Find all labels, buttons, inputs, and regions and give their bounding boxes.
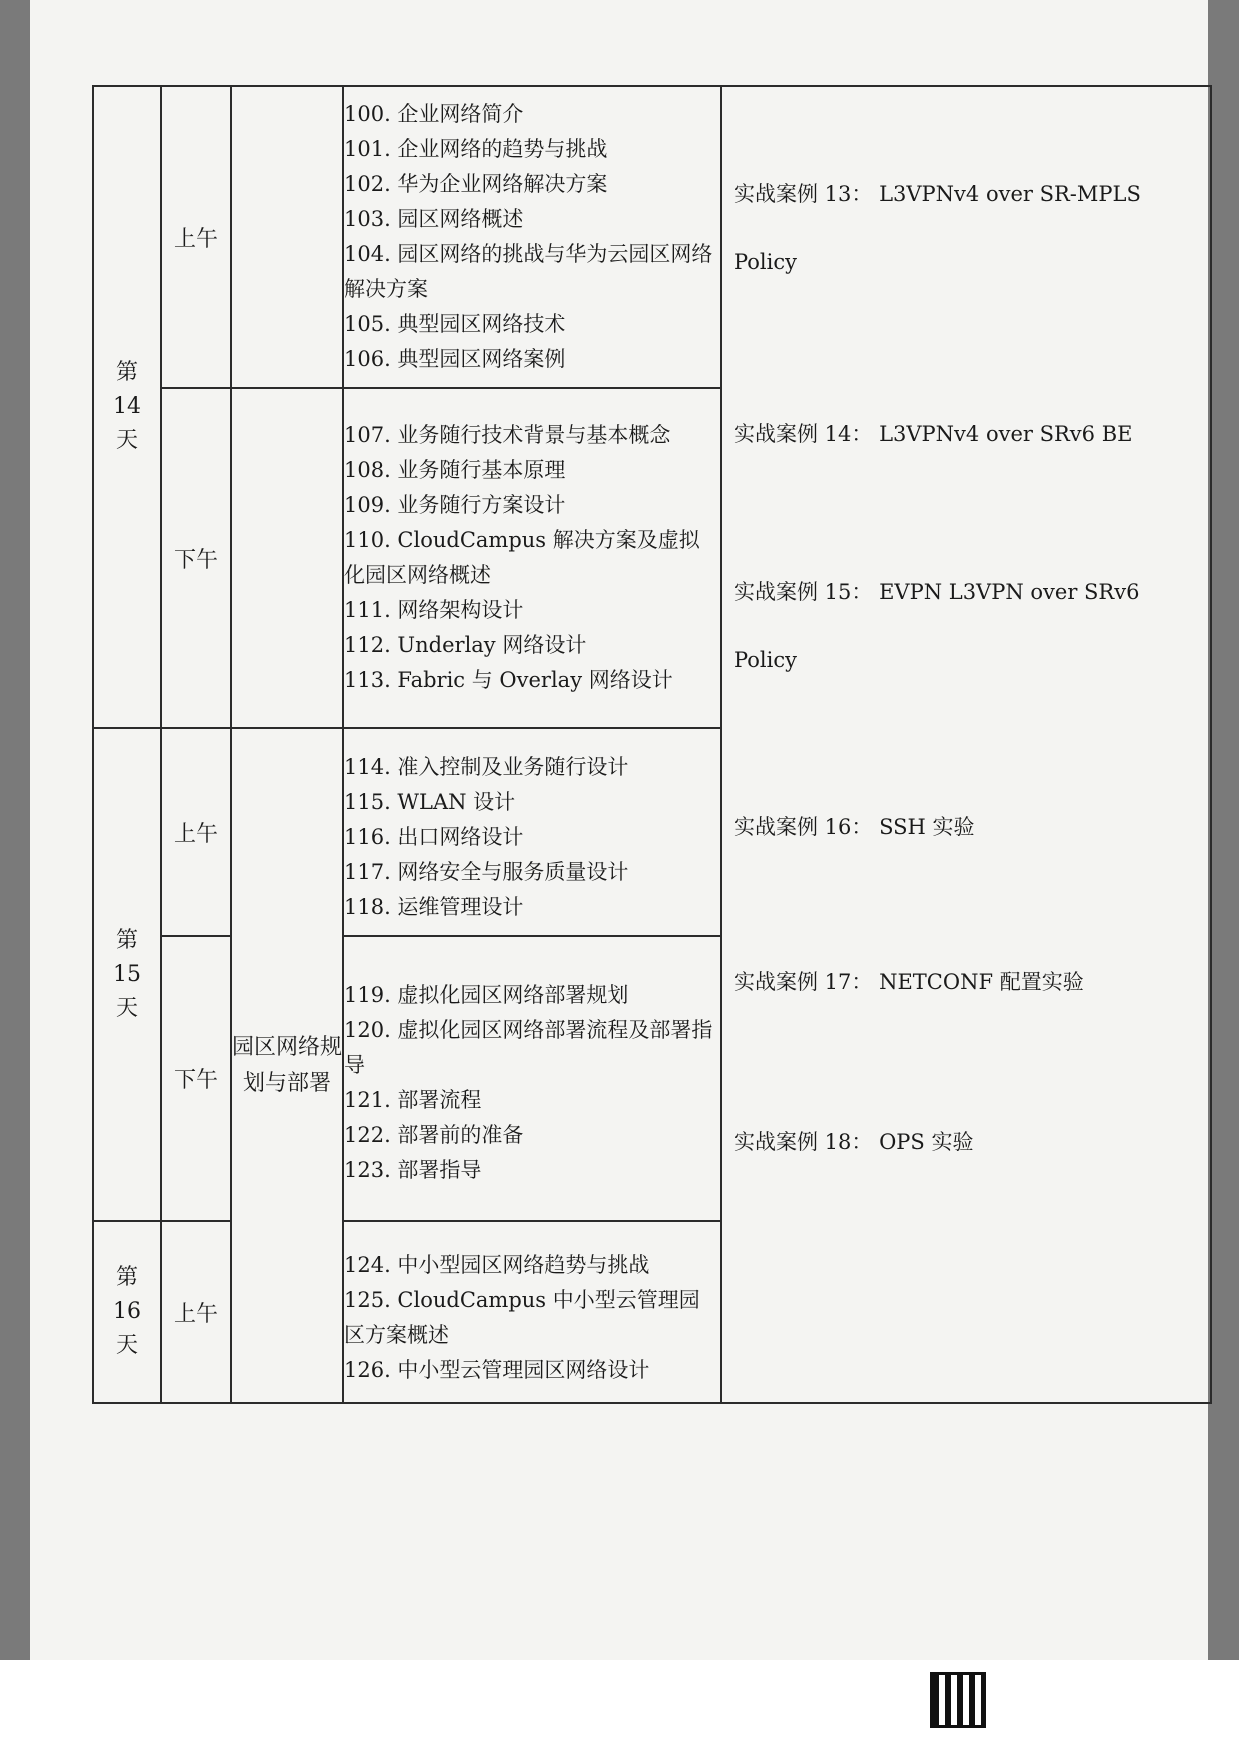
day-label-prefix: 第 bbox=[115, 1265, 138, 1290]
lab-title: 实战案例 13： L3VPNv4 over SR-MPLS bbox=[734, 182, 1141, 206]
lab-title: 实战案例 17： NETCONF 配置实验 bbox=[734, 970, 1084, 994]
day-14-cell bbox=[93, 86, 161, 728]
day-label-suffix: 天 bbox=[115, 428, 138, 453]
topic-item: 100. 企业网络简介 bbox=[344, 102, 524, 126]
module-title: 园区网络规划与部署 bbox=[231, 728, 343, 1403]
session-morning: 上午 bbox=[161, 728, 231, 936]
day-15-cell bbox=[93, 728, 161, 1221]
day-number: 14 bbox=[113, 394, 141, 419]
topic-item: 112. Underlay 网络设计 bbox=[344, 633, 587, 657]
day-16-cell bbox=[93, 1221, 161, 1403]
topic-item: 123. 部署指导 bbox=[344, 1157, 482, 1182]
lab-14 bbox=[734, 419, 1132, 449]
topic-item: 119. 虚拟化园区网络部署规划 bbox=[344, 982, 629, 1007]
labs-column bbox=[721, 86, 1211, 1403]
topics-day14-pm bbox=[343, 388, 721, 728]
topics-day15-am bbox=[343, 728, 721, 936]
topic-item: 121. 部署流程 bbox=[344, 1087, 482, 1112]
topic-item: 110. CloudCampus 解决方案及虚拟化园区网络概述 bbox=[344, 528, 700, 587]
topics-day16-am bbox=[343, 1221, 721, 1403]
lab-title: 实战案例 14： L3VPNv4 over SRv6 BE bbox=[734, 422, 1133, 446]
topics-day14-am bbox=[343, 86, 721, 388]
lab-title: 实战案例 15： EVPN L3VPN over SRv6 bbox=[734, 580, 1140, 604]
topic-item: 126. 中小型云管理园区网络设计 bbox=[344, 1358, 650, 1382]
lab-title-cont: Policy bbox=[734, 250, 797, 274]
topic-item: 120. 虚拟化园区网络部署流程及部署指导 bbox=[344, 1017, 713, 1077]
topic-item: 104. 园区网络的挑战与华为云园区网络解决方案 bbox=[344, 242, 713, 301]
day-number: 16 bbox=[113, 1299, 141, 1324]
course-schedule-table bbox=[92, 85, 1212, 1404]
session-morning: 上午 bbox=[161, 86, 231, 388]
lab-16 bbox=[734, 812, 974, 842]
lab-15 bbox=[734, 577, 1139, 675]
day-label-prefix: 第 bbox=[115, 927, 138, 953]
topic-item: 111. 网络架构设计 bbox=[344, 598, 524, 622]
lab-title-cont: Policy bbox=[734, 648, 797, 672]
session-morning: 上午 bbox=[161, 1221, 231, 1403]
topic-item: 105. 典型园区网络技术 bbox=[344, 312, 566, 336]
topics-day15-pm bbox=[343, 936, 721, 1221]
day-label-suffix: 天 bbox=[115, 995, 138, 1021]
page-bottom-margin bbox=[0, 1660, 1239, 1754]
topic-item: 124. 中小型园区网络趋势与挑战 bbox=[344, 1253, 650, 1277]
topic-item: 113. Fabric 与 Overlay 网络设计 bbox=[344, 668, 673, 692]
qr-code-icon bbox=[930, 1672, 986, 1728]
module-cell-day14-am bbox=[231, 86, 343, 388]
topic-item: 114. 准入控制及业务随行设计 bbox=[344, 754, 629, 779]
module-cell-day14-pm bbox=[231, 388, 343, 728]
topic-item: 107. 业务随行技术背景与基本概念 bbox=[344, 423, 671, 447]
lab-title: 实战案例 18： OPS 实验 bbox=[734, 1130, 974, 1154]
topic-item: 116. 出口网络设计 bbox=[344, 824, 524, 849]
topic-item: 117. 网络安全与服务质量设计 bbox=[344, 859, 629, 884]
topic-item: 122. 部署前的准备 bbox=[344, 1122, 524, 1147]
lab-17 bbox=[734, 967, 1084, 997]
topic-item: 108. 业务随行基本原理 bbox=[344, 458, 566, 482]
topic-item: 106. 典型园区网络案例 bbox=[344, 347, 566, 371]
lab-title: 实战案例 16： SSH 实验 bbox=[734, 815, 975, 839]
day-label-suffix: 天 bbox=[115, 1333, 138, 1358]
session-afternoon: 下午 bbox=[161, 936, 231, 1221]
lab-18 bbox=[734, 1127, 973, 1157]
topic-item: 118. 运维管理设计 bbox=[344, 894, 524, 919]
day-label-prefix: 第 bbox=[115, 360, 138, 385]
topic-item: 102. 华为企业网络解决方案 bbox=[344, 172, 608, 196]
lab-13 bbox=[734, 179, 1141, 277]
topic-item: 125. CloudCampus 中小型云管理园区方案概述 bbox=[344, 1288, 700, 1347]
day-number: 15 bbox=[113, 961, 141, 987]
topic-item: 109. 业务随行方案设计 bbox=[344, 493, 566, 517]
topic-item: 115. WLAN 设计 bbox=[344, 789, 516, 814]
topic-item: 101. 企业网络的趋势与挑战 bbox=[344, 137, 608, 161]
topic-item: 103. 园区网络概述 bbox=[344, 207, 524, 231]
session-afternoon: 下午 bbox=[161, 388, 231, 728]
